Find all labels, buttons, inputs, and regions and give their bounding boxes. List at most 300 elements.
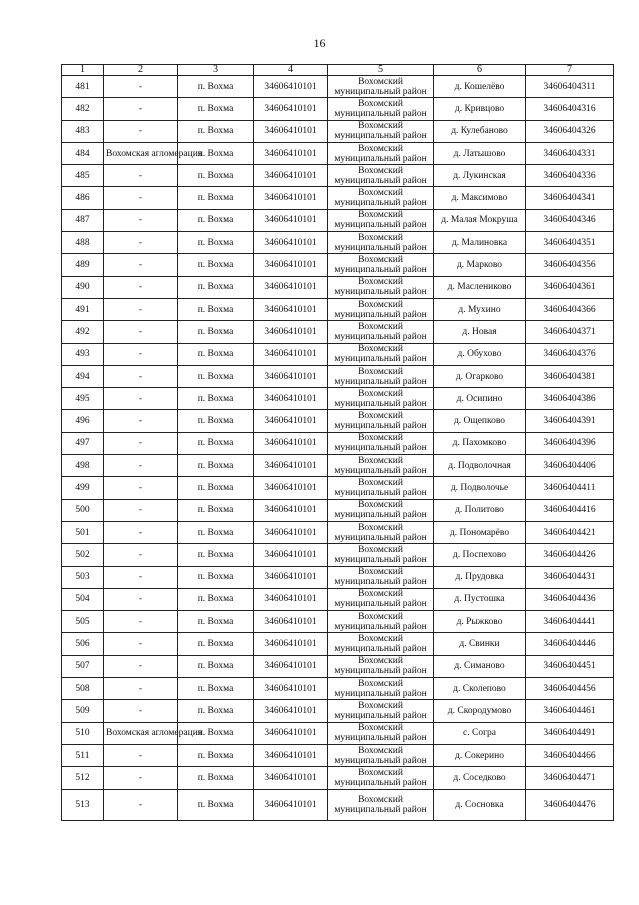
table-row xyxy=(62,232,614,254)
district-line: муниципальный район xyxy=(334,421,427,432)
center-cell: п. Вохма xyxy=(178,544,254,566)
district-line: Вохомский xyxy=(358,388,403,399)
district-line: Вохомский xyxy=(358,767,403,778)
center-code-cell: 34606410101 xyxy=(254,120,328,142)
settlement-code-cell: 34606404411 xyxy=(526,477,614,499)
center-code-cell: 34606410101 xyxy=(254,566,328,588)
table-header-row xyxy=(62,65,614,76)
district-cell xyxy=(328,410,434,432)
table-row xyxy=(62,388,614,410)
settlement-code-cell: 34606404396 xyxy=(526,432,614,454)
agglomeration-cell: - xyxy=(104,343,178,365)
district-cell xyxy=(328,566,434,588)
district-cell xyxy=(328,477,434,499)
table-row xyxy=(62,789,614,820)
district-cell xyxy=(328,321,434,343)
center-code-cell: 34606410101 xyxy=(254,455,328,477)
row-number-cell: 506 xyxy=(62,633,104,655)
district-line: Вохомский xyxy=(358,344,403,355)
agglomeration-cell: - xyxy=(104,187,178,209)
row-number-cell: 489 xyxy=(62,254,104,276)
settlement-code-cell: 34606404451 xyxy=(526,655,614,677)
district-line: муниципальный район xyxy=(334,554,427,565)
agglomeration-cell: - xyxy=(104,388,178,410)
district-line: Вохомский xyxy=(358,567,403,578)
district-line: муниципальный район xyxy=(334,666,427,677)
center-code-cell: 34606410101 xyxy=(254,365,328,387)
settlement-cell: д. Рыжково xyxy=(434,611,526,633)
center-code-cell: 34606410101 xyxy=(254,767,328,789)
page-number: 16 xyxy=(313,36,326,50)
settlement-cell: д. Лукинская xyxy=(434,165,526,187)
settlement-cell: д. Ощепково xyxy=(434,410,526,432)
agglomeration-cell: - xyxy=(104,700,178,722)
center-code-cell: 34606410101 xyxy=(254,209,328,231)
agglomeration-cell: - xyxy=(104,232,178,254)
agglomeration-cell: - xyxy=(104,321,178,343)
settlement-code-cell: 34606404436 xyxy=(526,588,614,610)
district-line: Вохомский xyxy=(358,277,403,288)
table-row xyxy=(62,455,614,477)
district-line: муниципальный район xyxy=(334,108,427,119)
row-number-cell: 509 xyxy=(62,700,104,722)
center-code-cell: 34606410101 xyxy=(254,276,328,298)
center-code-cell: 34606410101 xyxy=(254,410,328,432)
center-cell: п. Вохма xyxy=(178,209,254,231)
table-row xyxy=(62,566,614,588)
district-line: Вохомский xyxy=(358,255,403,266)
settlement-cell: д. Политово xyxy=(434,499,526,521)
settlement-code-cell: 34606404341 xyxy=(526,187,614,209)
district-line: Вохомский xyxy=(358,678,403,689)
agglomeration-cell: - xyxy=(104,209,178,231)
row-number-cell: 488 xyxy=(62,232,104,254)
district-cell xyxy=(328,254,434,276)
agglomeration-cell: - xyxy=(104,298,178,320)
district-line: Вохомский xyxy=(358,455,403,466)
settlement-code-cell: 34606404421 xyxy=(526,521,614,543)
table-row xyxy=(62,187,614,209)
center-cell: п. Вохма xyxy=(178,142,254,164)
settlement-code-cell: 34606404331 xyxy=(526,142,614,164)
settlement-cell: д. Подволочье xyxy=(434,477,526,499)
agglomeration-cell: - xyxy=(104,477,178,499)
district-cell xyxy=(328,499,434,521)
district-cell xyxy=(328,142,434,164)
district-cell xyxy=(328,432,434,454)
table-row xyxy=(62,722,614,744)
center-cell: п. Вохма xyxy=(178,76,254,98)
district-cell xyxy=(328,165,434,187)
center-cell: п. Вохма xyxy=(178,410,254,432)
table-row xyxy=(62,76,614,98)
settlement-code-cell: 34606404446 xyxy=(526,633,614,655)
agglomeration-cell: - xyxy=(104,789,178,820)
settlement-cell: д. Новая xyxy=(434,321,526,343)
agglomeration-cell: - xyxy=(104,544,178,566)
row-number-cell: 499 xyxy=(62,477,104,499)
center-cell: п. Вохма xyxy=(178,98,254,120)
settlement-cell: д. Подволочная xyxy=(434,455,526,477)
center-code-cell: 34606410101 xyxy=(254,633,328,655)
center-code-cell: 34606410101 xyxy=(254,343,328,365)
row-number-cell: 513 xyxy=(62,789,104,820)
row-number-cell: 493 xyxy=(62,343,104,365)
center-cell: п. Вохма xyxy=(178,655,254,677)
settlement-code-cell: 34606404461 xyxy=(526,700,614,722)
center-cell: п. Вохма xyxy=(178,187,254,209)
center-code-cell: 34606410101 xyxy=(254,165,328,187)
district-line: Вохомский xyxy=(358,544,403,555)
settlement-code-cell: 34606404471 xyxy=(526,767,614,789)
row-number-cell: 487 xyxy=(62,209,104,231)
district-line: муниципальный район xyxy=(334,577,427,588)
district-line: Вохомский xyxy=(358,188,403,199)
center-code-cell: 34606410101 xyxy=(254,521,328,543)
district-line: муниципальный район xyxy=(334,644,427,655)
settlement-code-cell: 34606404311 xyxy=(526,76,614,98)
center-cell: п. Вохма xyxy=(178,120,254,142)
district-cell xyxy=(328,633,434,655)
district-line: муниципальный район xyxy=(334,198,427,209)
district-cell xyxy=(328,700,434,722)
agglomeration-cell: Вохомская агломерация xyxy=(104,142,178,164)
settlement-code-cell: 34606404416 xyxy=(526,499,614,521)
district-line: Вохомский xyxy=(358,299,403,310)
center-cell: п. Вохма xyxy=(178,276,254,298)
row-number-cell: 511 xyxy=(62,744,104,766)
settlement-cell: д. Обухово xyxy=(434,343,526,365)
center-cell: п. Вохма xyxy=(178,298,254,320)
center-cell: п. Вохма xyxy=(178,566,254,588)
settlement-cell: д. Мухино xyxy=(434,298,526,320)
table-row xyxy=(62,276,614,298)
center-code-cell: 34606410101 xyxy=(254,254,328,276)
row-number-cell: 504 xyxy=(62,588,104,610)
settlement-cell: д. Огарково xyxy=(434,365,526,387)
agglomeration-cell: - xyxy=(104,276,178,298)
center-cell: п. Вохма xyxy=(178,588,254,610)
district-line: Вохомский xyxy=(358,411,403,422)
table-row xyxy=(62,120,614,142)
center-code-cell: 34606410101 xyxy=(254,232,328,254)
center-cell: п. Вохма xyxy=(178,165,254,187)
center-code-cell: 34606410101 xyxy=(254,76,328,98)
settlement-cell: д. Маслениково xyxy=(434,276,526,298)
agglomeration-cell: - xyxy=(104,588,178,610)
district-line: Вохомский xyxy=(358,366,403,377)
center-cell: п. Вохма xyxy=(178,455,254,477)
agglomeration-cell: - xyxy=(104,678,178,700)
table-row xyxy=(62,298,614,320)
district-line: муниципальный район xyxy=(334,376,427,387)
settlement-cell: д. Сосновка xyxy=(434,789,526,820)
agglomeration-cell: - xyxy=(104,410,178,432)
district-cell xyxy=(328,521,434,543)
center-cell: п. Вохма xyxy=(178,343,254,365)
row-number-cell: 507 xyxy=(62,655,104,677)
settlement-code-cell: 34606404351 xyxy=(526,232,614,254)
row-number-cell: 495 xyxy=(62,388,104,410)
center-cell: п. Вохма xyxy=(178,477,254,499)
district-line: Вохомский xyxy=(358,98,403,109)
settlement-cell: д. Малиновка xyxy=(434,232,526,254)
district-line: Вохомский xyxy=(358,522,403,533)
district-line: Вохомский xyxy=(358,143,403,154)
district-cell xyxy=(328,388,434,410)
row-number-cell: 485 xyxy=(62,165,104,187)
center-code-cell: 34606410101 xyxy=(254,388,328,410)
row-number-cell: 496 xyxy=(62,410,104,432)
district-line: муниципальный район xyxy=(334,733,427,744)
center-cell: п. Вохма xyxy=(178,499,254,521)
settlement-code-cell: 34606404426 xyxy=(526,544,614,566)
settlement-code-cell: 34606404391 xyxy=(526,410,614,432)
center-cell: п. Вохма xyxy=(178,767,254,789)
center-code-cell: 34606410101 xyxy=(254,544,328,566)
center-code-cell: 34606410101 xyxy=(254,700,328,722)
row-number-cell: 482 xyxy=(62,98,104,120)
district-line: Вохомский xyxy=(358,477,403,488)
center-cell: п. Вохма xyxy=(178,254,254,276)
district-line: Вохомский xyxy=(358,656,403,667)
table-row xyxy=(62,165,614,187)
table-row xyxy=(62,321,614,343)
settlement-code-cell: 34606404366 xyxy=(526,298,614,320)
center-code-cell: 34606410101 xyxy=(254,432,328,454)
center-code-cell: 34606410101 xyxy=(254,678,328,700)
table-row xyxy=(62,343,614,365)
center-cell: п. Вохма xyxy=(178,365,254,387)
row-number-cell: 510 xyxy=(62,722,104,744)
center-cell: п. Вохма xyxy=(178,722,254,744)
district-line: Вохомский xyxy=(358,634,403,645)
agglomeration-cell: - xyxy=(104,611,178,633)
district-line: Вохомский xyxy=(358,232,403,243)
district-line: муниципальный район xyxy=(334,710,427,721)
settlement-cell: д. Малая Мокруша xyxy=(434,209,526,231)
district-line: муниципальный район xyxy=(334,755,427,766)
settlement-cell: д. Марково xyxy=(434,254,526,276)
agglomeration-cell: - xyxy=(104,365,178,387)
table-row xyxy=(62,678,614,700)
settlement-code-cell: 34606404356 xyxy=(526,254,614,276)
settlement-cell: д. Поспехово xyxy=(434,544,526,566)
district-cell xyxy=(328,611,434,633)
agglomeration-cell: - xyxy=(104,633,178,655)
district-line: Вохомский xyxy=(358,76,403,87)
district-line: муниципальный район xyxy=(334,242,427,253)
row-number-cell: 500 xyxy=(62,499,104,521)
table-row xyxy=(62,254,614,276)
district-line: муниципальный район xyxy=(334,86,427,97)
agglomeration-cell: - xyxy=(104,254,178,276)
district-line: Вохомский xyxy=(358,500,403,511)
district-line: Вохомский xyxy=(358,433,403,444)
agglomeration-cell: - xyxy=(104,120,178,142)
district-line: Вохомский xyxy=(358,794,403,805)
settlement-cell: д. Пахомково xyxy=(434,432,526,454)
district-cell xyxy=(328,544,434,566)
district-line: Вохомский xyxy=(358,700,403,711)
row-number-cell: 492 xyxy=(62,321,104,343)
center-cell: п. Вохма xyxy=(178,700,254,722)
settlement-code-cell: 34606404386 xyxy=(526,388,614,410)
district-cell xyxy=(328,232,434,254)
center-cell: п. Вохма xyxy=(178,388,254,410)
district-cell xyxy=(328,120,434,142)
agglomeration-cell: Вохомская агломерация xyxy=(104,722,178,744)
district-cell xyxy=(328,588,434,610)
center-code-cell: 34606410101 xyxy=(254,588,328,610)
settlement-cell: д. Кривцово xyxy=(434,98,526,120)
settlement-cell: д. Максимово xyxy=(434,187,526,209)
center-cell: п. Вохма xyxy=(178,678,254,700)
district-cell xyxy=(328,744,434,766)
settlement-cell: д. Скородумово xyxy=(434,700,526,722)
row-number-cell: 491 xyxy=(62,298,104,320)
settlement-cell: д. Пономарёво xyxy=(434,521,526,543)
settlement-code-cell: 34606404466 xyxy=(526,744,614,766)
district-line: муниципальный район xyxy=(334,510,427,521)
district-cell xyxy=(328,789,434,820)
district-line: муниципальный район xyxy=(334,777,427,788)
district-cell xyxy=(328,298,434,320)
row-number-cell: 501 xyxy=(62,521,104,543)
row-number-cell: 503 xyxy=(62,566,104,588)
center-code-cell: 34606410101 xyxy=(254,499,328,521)
settlement-cell: д. Свинки xyxy=(434,633,526,655)
table-row xyxy=(62,365,614,387)
district-line: муниципальный район xyxy=(334,443,427,454)
district-line: муниципальный район xyxy=(334,153,427,164)
settlement-cell: д. Латышово xyxy=(434,142,526,164)
center-cell: п. Вохма xyxy=(178,789,254,820)
settlement-code-cell: 34606404326 xyxy=(526,120,614,142)
table-row xyxy=(62,588,614,610)
column-header: 4 xyxy=(254,65,328,76)
district-line: муниципальный район xyxy=(334,354,427,365)
row-number-cell: 512 xyxy=(62,767,104,789)
table-row xyxy=(62,410,614,432)
district-line: муниципальный район xyxy=(334,599,427,610)
center-cell: п. Вохма xyxy=(178,611,254,633)
center-cell: п. Вохма xyxy=(178,744,254,766)
table-row xyxy=(62,611,614,633)
center-code-cell: 34606410101 xyxy=(254,722,328,744)
settlement-cell: д. Прудовка xyxy=(434,566,526,588)
district-line: муниципальный район xyxy=(334,131,427,142)
agglomeration-cell: - xyxy=(104,655,178,677)
district-cell xyxy=(328,722,434,744)
center-code-cell: 34606410101 xyxy=(254,611,328,633)
settlement-cell: д. Осипино xyxy=(434,388,526,410)
agglomeration-cell: - xyxy=(104,432,178,454)
district-line: муниципальный район xyxy=(334,220,427,231)
settlement-cell: д. Соседково xyxy=(434,767,526,789)
table-row xyxy=(62,432,614,454)
column-header: 6 xyxy=(434,65,526,76)
district-line: муниципальный район xyxy=(334,621,427,632)
district-cell xyxy=(328,455,434,477)
settlement-code-cell: 34606404371 xyxy=(526,321,614,343)
district-cell xyxy=(328,276,434,298)
table-row xyxy=(62,744,614,766)
settlement-code-cell: 34606404376 xyxy=(526,343,614,365)
district-cell xyxy=(328,655,434,677)
table-row xyxy=(62,499,614,521)
table-row xyxy=(62,544,614,566)
agglomeration-cell: - xyxy=(104,744,178,766)
settlement-code-cell: 34606404476 xyxy=(526,789,614,820)
settlements-table xyxy=(61,64,614,821)
row-number-cell: 486 xyxy=(62,187,104,209)
district-line: Вохомский xyxy=(358,210,403,221)
agglomeration-cell: - xyxy=(104,98,178,120)
settlement-code-cell: 34606404431 xyxy=(526,566,614,588)
district-cell xyxy=(328,678,434,700)
table-row xyxy=(62,142,614,164)
settlement-code-cell: 34606404456 xyxy=(526,678,614,700)
center-code-cell: 34606410101 xyxy=(254,477,328,499)
center-code-cell: 34606410101 xyxy=(254,789,328,820)
settlement-cell: д. Сколепово xyxy=(434,678,526,700)
center-code-cell: 34606410101 xyxy=(254,142,328,164)
center-code-cell: 34606410101 xyxy=(254,187,328,209)
settlement-code-cell: 34606404441 xyxy=(526,611,614,633)
row-number-cell: 497 xyxy=(62,432,104,454)
row-number-cell: 494 xyxy=(62,365,104,387)
row-number-cell: 498 xyxy=(62,455,104,477)
center-cell: п. Вохма xyxy=(178,321,254,343)
agglomeration-cell: - xyxy=(104,165,178,187)
row-number-cell: 508 xyxy=(62,678,104,700)
table-row xyxy=(62,700,614,722)
district-line: муниципальный район xyxy=(334,532,427,543)
center-code-cell: 34606410101 xyxy=(254,655,328,677)
district-line: муниципальный район xyxy=(334,331,427,342)
table-row xyxy=(62,209,614,231)
agglomeration-cell: - xyxy=(104,521,178,543)
settlement-cell: д. Симаново xyxy=(434,655,526,677)
agglomeration-cell: - xyxy=(104,499,178,521)
district-line: Вохомский xyxy=(358,589,403,600)
district-line: Вохомский xyxy=(358,165,403,176)
column-header: 3 xyxy=(178,65,254,76)
column-header: 7 xyxy=(526,65,614,76)
settlement-code-cell: 34606404346 xyxy=(526,209,614,231)
settlement-cell: д. Сокерино xyxy=(434,744,526,766)
row-number-cell: 502 xyxy=(62,544,104,566)
settlement-code-cell: 34606404406 xyxy=(526,455,614,477)
row-number-cell: 483 xyxy=(62,120,104,142)
district-line: Вохомский xyxy=(358,321,403,332)
district-line: муниципальный район xyxy=(334,287,427,298)
row-number-cell: 481 xyxy=(62,76,104,98)
center-cell: п. Вохма xyxy=(178,432,254,454)
settlement-code-cell: 34606404381 xyxy=(526,365,614,387)
district-cell xyxy=(328,343,434,365)
row-number-cell: 505 xyxy=(62,611,104,633)
settlement-cell: с. Согра xyxy=(434,722,526,744)
table-row xyxy=(62,633,614,655)
district-line: муниципальный район xyxy=(334,465,427,476)
table-row xyxy=(62,521,614,543)
district-line: муниципальный район xyxy=(334,804,427,815)
district-line: Вохомский xyxy=(358,121,403,132)
district-cell xyxy=(328,98,434,120)
district-cell xyxy=(328,767,434,789)
